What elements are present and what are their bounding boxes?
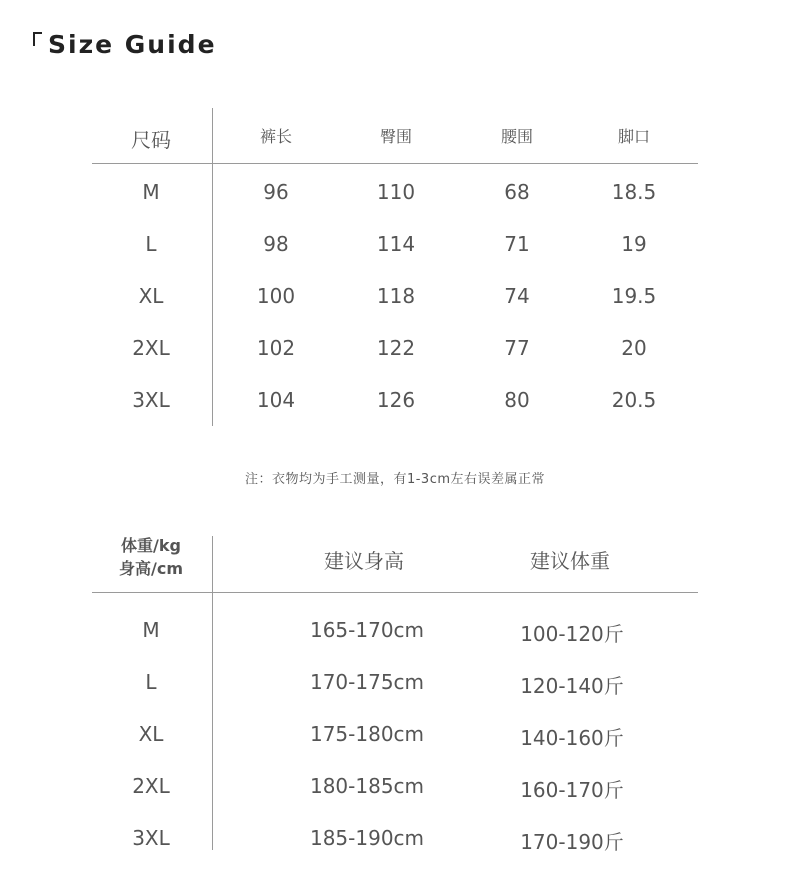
header-hem: 脚口 bbox=[617, 127, 651, 146]
cell-size: L bbox=[145, 232, 157, 256]
header-recommended-height: 建议身高 bbox=[324, 549, 404, 573]
cell-length: 102 bbox=[256, 336, 296, 360]
cell-waist: 68 bbox=[504, 180, 530, 204]
column-divider bbox=[212, 536, 213, 850]
cell-hem: 20 bbox=[621, 336, 647, 360]
corner-bracket-icon bbox=[33, 32, 42, 46]
cell-hip: 118 bbox=[376, 284, 416, 308]
cell-waist: 77 bbox=[504, 336, 530, 360]
cell-weight: 170-190斤 bbox=[520, 830, 624, 854]
cell-hem: 18.5 bbox=[611, 180, 657, 204]
header-length: 裤长 bbox=[259, 127, 293, 146]
cell-height: 170-175cm bbox=[309, 670, 425, 694]
cell-height: 180-185cm bbox=[309, 774, 425, 798]
cell-waist: 80 bbox=[504, 388, 530, 412]
cell-size: L bbox=[145, 670, 157, 694]
cell-weight: 140-160斤 bbox=[520, 726, 624, 750]
header-divider bbox=[92, 592, 698, 593]
header-hip: 臀围 bbox=[379, 127, 413, 146]
cell-length: 98 bbox=[263, 232, 289, 256]
recommendation-table bbox=[92, 536, 698, 856]
header-waist: 腰围 bbox=[500, 127, 534, 146]
header-divider bbox=[92, 163, 698, 164]
header-weight-label: 体重/kg bbox=[121, 536, 181, 555]
cell-hem: 20.5 bbox=[611, 388, 657, 412]
cell-hip: 110 bbox=[376, 180, 416, 204]
cell-size: 2XL bbox=[132, 774, 170, 798]
cell-size: 3XL bbox=[132, 388, 170, 412]
cell-waist: 71 bbox=[504, 232, 530, 256]
cell-size: M bbox=[142, 618, 160, 642]
cell-hip: 114 bbox=[376, 232, 416, 256]
header-size: 尺码 bbox=[131, 128, 171, 152]
column-divider bbox=[212, 108, 213, 426]
page-title: Size Guide bbox=[48, 30, 217, 59]
cell-height: 175-180cm bbox=[309, 722, 425, 746]
cell-hip: 122 bbox=[376, 336, 416, 360]
header-weight-height bbox=[119, 534, 183, 580]
cell-size: XL bbox=[138, 722, 164, 746]
header-height-label: 身高/cm bbox=[118, 559, 184, 578]
cell-length: 104 bbox=[256, 388, 296, 412]
cell-weight: 100-120斤 bbox=[520, 622, 624, 646]
cell-weight: 160-170斤 bbox=[520, 778, 624, 802]
cell-weight: 120-140斤 bbox=[520, 674, 624, 698]
cell-hem: 19 bbox=[621, 232, 647, 256]
cell-size: 2XL bbox=[132, 336, 170, 360]
measurement-note: 注：衣物均为手工测量，有1-3cm左右误差属正常 bbox=[244, 472, 546, 487]
cell-size: 3XL bbox=[132, 826, 170, 850]
cell-size: M bbox=[142, 180, 160, 204]
cell-length: 100 bbox=[256, 284, 296, 308]
cell-hem: 19.5 bbox=[611, 284, 657, 308]
cell-height: 185-190cm bbox=[309, 826, 425, 850]
header-recommended-weight: 建议体重 bbox=[530, 549, 610, 573]
cell-waist: 74 bbox=[504, 284, 530, 308]
cell-length: 96 bbox=[263, 180, 289, 204]
cell-height: 165-170cm bbox=[309, 618, 425, 642]
cell-size: XL bbox=[138, 284, 164, 308]
cell-hip: 126 bbox=[376, 388, 416, 412]
measurement-table bbox=[92, 108, 698, 428]
